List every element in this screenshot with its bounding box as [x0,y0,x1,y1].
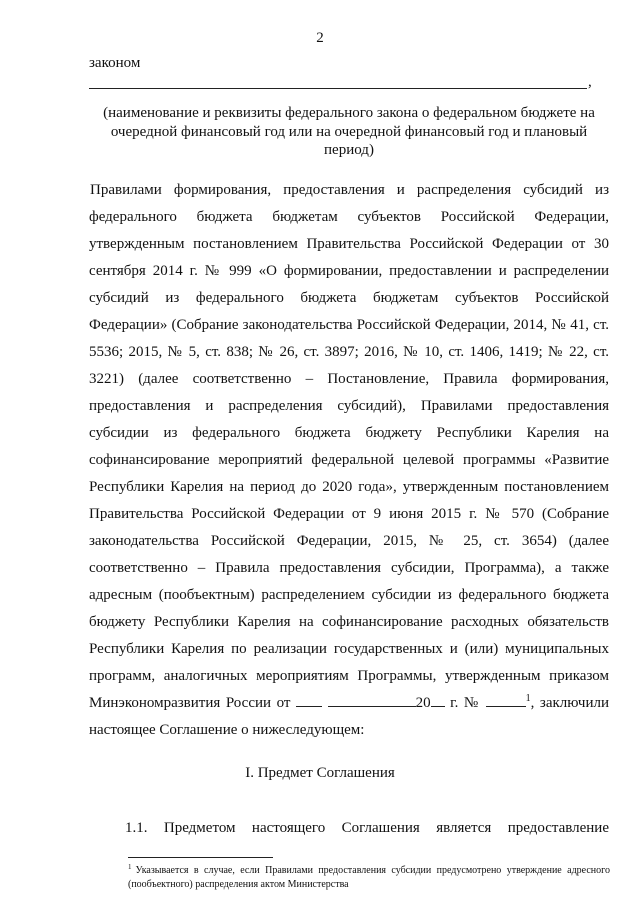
date-month-blank [328,692,416,707]
date-century: 20 [415,695,431,711]
law-label: законом [89,55,141,71]
main-paragraph-part1: Правилами формирования, предоставления и распределения субсидий из федерального бюджета бюджетам субъектов Российской Федерации, утвержденным постановлением Правительства Российской Федерации от 30 сентября 2014 г. № 999 «О формировании, предоставлении и распределении субсидий из федерального бюджета бюджетам субъектов Российской Федерации» (Собрание законодательства Российской Федерации, 2014, № 41, ст. 5536; 2015, № 5, ст. 838; № 26, ст. 3897; 2016, № 10, ст. 1406, 1419; № 22, ст. 3221) (далее соответственно – Постановление, Правила формирования, предоставления и распределения субсидий), Правилами предоставления субсидии из федерального бюджета бюджету Республики Карелия на софинансирование мероприятий федеральной целевой программы «Развитие Республики Карелия на период до 2020 года», утвержденным постановлением Правительства Российской Федерации от 9 июня 2015 г. № 570 (Собрание законодательства Российской Федерации, 2015, № 25, ст. 3654) (далее соответственно – Правила предоставления субсидии, Программа), а также адресным (пообъектным) распределением субсидии из федерального бюджета бюджету Республики Карелия на софинансирование расходных обязательств Республики Карелия по реализации государственных и (или) муниципальных программ, аналогичных мероприятиям Программы, утвержденным приказом Минэкономразвития России от [89,182,609,711]
section-title: I. Предмет Соглашения [245,765,395,781]
footnote-divider [128,857,273,858]
main-paragraph-part2: , заключили настоящее Соглашение о нижеследующем: [89,695,610,738]
paragraph-1-1: 1.1. Предметом настоящего Соглашения является предоставление [125,820,609,836]
footnote-marker: 1 [128,862,132,871]
law-caption: (наименование и реквизиты федерального закона о федеральном бюджете на очередной финансовый год или на очередной финансовый год и плановый период) [103,105,595,158]
law-blank-comma: , [588,74,592,90]
order-number-blank [486,692,526,707]
main-paragraph-text [89,177,609,744]
law-blank-line [89,88,587,89]
order-number-label: г. № [450,695,481,711]
date-day-blank [296,692,322,707]
footnote-ref: 1 [525,693,531,704]
date-year-blank [431,692,445,707]
footnote-text: Указывается в случае, если Правилами предоставления субсидии предусмотрено утверждение адресного (пообъектного) распределения актом Министерства [128,865,610,890]
page-number: 2 [316,30,324,46]
footnote [128,864,610,892]
main-paragraph [89,177,609,744]
